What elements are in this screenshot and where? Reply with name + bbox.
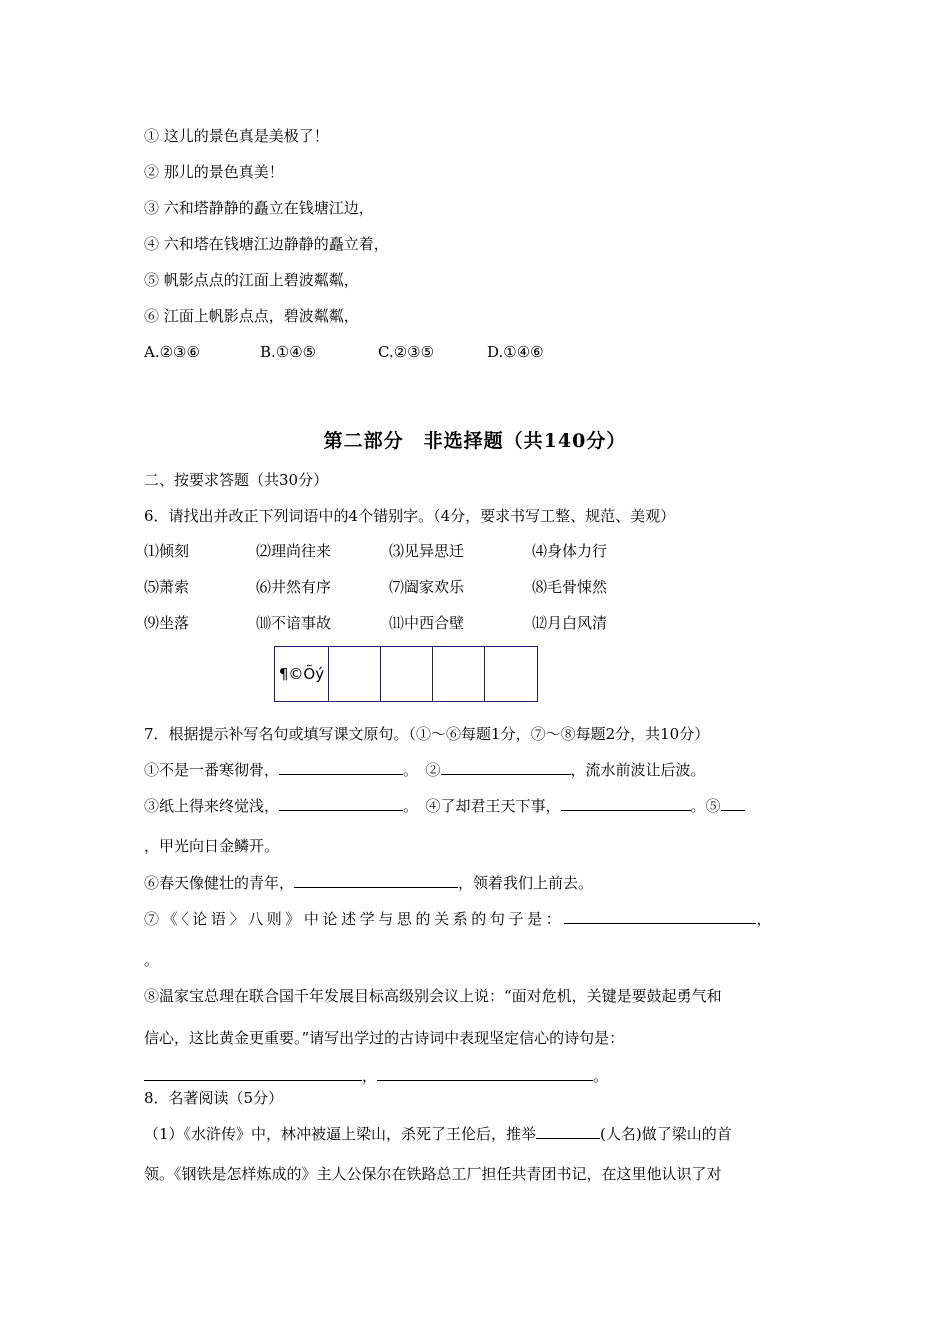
q6-word: ⑴倾刻 xyxy=(144,542,190,560)
q7-text: 。 ④了却君王天下事， xyxy=(403,797,561,815)
q6-word: ⑵理尚往来 xyxy=(256,542,332,560)
q7-line-6: 。 xyxy=(144,951,160,969)
q8-text: (人名)做了梁山的首 xyxy=(600,1125,732,1143)
q6-stem: 6．请找出并改正下列词语中的4个错别字。（4分，要求书写工整、规范、美观） xyxy=(144,507,676,525)
answer-blank[interactable] xyxy=(144,1066,362,1081)
q7-text: 。⑤ xyxy=(690,797,721,815)
q7-line-4 xyxy=(144,873,593,893)
answer-blank[interactable] xyxy=(564,909,756,924)
q7-text: ③纸上得来终觉浅， xyxy=(144,797,280,815)
q7-text: 。 ② xyxy=(403,761,441,779)
q6-word: ⑾中西合壁 xyxy=(389,614,465,632)
answer-blank[interactable] xyxy=(279,796,403,811)
q7-line-3: ，甲光向日金鳞开。 xyxy=(144,837,280,855)
q7-line-7: ⑧温家宝总理在联合国千年发展目标高级别会议上说：“面对危机，关键是要鼓起勇气和 xyxy=(144,987,722,1005)
q6-word: ⑽不谙事故 xyxy=(256,614,332,632)
q6-word: ⑷身体力行 xyxy=(532,542,608,560)
q7-line-1 xyxy=(144,760,706,780)
q8-stem: 8．名著阅读（5分） xyxy=(144,1089,284,1107)
q7-line-2 xyxy=(144,796,745,816)
q7-text: ， xyxy=(362,1067,378,1085)
q7-stem: 7．根据提示补写名句或填写课文原句。（①～⑥每题1分，⑦～⑧每题2分，共10分） xyxy=(144,725,710,743)
q8-para-1 xyxy=(144,1124,732,1144)
q8-text: （1）《水浒传》中，林冲被逼上梁山，杀死了王伦后，推举 xyxy=(144,1125,537,1143)
q8-para-2: 领。《钢铁是怎样炼成的》主人公保尔在铁路总工厂担任共青团书记，在这里他认识了对 xyxy=(144,1165,722,1183)
q6-word: ⑿月白风清 xyxy=(532,614,608,632)
choice-a: A.②③⑥ xyxy=(144,343,200,361)
answer-blank[interactable] xyxy=(721,796,745,811)
grid-label-cell: ¶©Õý xyxy=(275,647,329,701)
option-item-6: ⑥ 江面上帆影点点，碧波粼粼， xyxy=(144,307,359,325)
q7-text: ， xyxy=(756,910,772,928)
answer-cell[interactable] xyxy=(381,647,433,701)
q6-word: ⑺阖家欢乐 xyxy=(389,578,465,596)
q6-word: ⑸萧索 xyxy=(144,578,190,596)
part2-title: 第二部分 非选择题（共140分） xyxy=(323,430,627,452)
answer-cell[interactable] xyxy=(329,647,381,701)
option-item-4: ④ 六和塔在钱塘江边静静的矗立着， xyxy=(144,235,389,253)
q6-word: ⑹井然有序 xyxy=(256,578,332,596)
q7-text: ①不是一番寒彻骨， xyxy=(144,761,280,779)
q7-text: ，领着我们上前去。 xyxy=(458,874,594,892)
q7-line-9 xyxy=(144,1066,608,1086)
answer-blank[interactable] xyxy=(561,796,691,811)
q7-line-5 xyxy=(144,909,771,929)
q7-text: ⑦《〈论语〉八则》中论述学与思的关系的句子是： xyxy=(144,910,565,928)
answer-cell[interactable] xyxy=(433,647,485,701)
answer-cell[interactable] xyxy=(485,647,537,701)
section2-heading: 二、按要求答题（共30分） xyxy=(144,471,329,489)
option-item-2: ② 那儿的景色真美！ xyxy=(144,163,284,181)
answer-blank[interactable] xyxy=(279,760,403,775)
choice-d: D.①④⑥ xyxy=(487,343,544,361)
q6-word: ⑶见异思迁 xyxy=(389,542,465,560)
option-item-5: ⑤ 帆影点点的江面上碧波粼粼， xyxy=(144,271,359,289)
q7-text: ⑥春天像健壮的青年， xyxy=(144,874,295,892)
choice-c: C.②③⑤ xyxy=(378,343,435,361)
answer-blank[interactable] xyxy=(536,1124,600,1139)
option-item-3: ③ 六和塔静静的矗立在钱塘江边， xyxy=(144,199,374,217)
q6-word: ⑻毛骨悚然 xyxy=(532,578,608,596)
q7-line-8: 信心，这比黄金更重要。”请写出学过的古诗词中表现坚定信心的诗句是： xyxy=(144,1029,625,1047)
q7-text: 。 xyxy=(593,1067,609,1085)
q7-text: ，流水前波让后波。 xyxy=(570,761,706,779)
answer-blank[interactable] xyxy=(377,1066,593,1081)
correction-grid xyxy=(274,646,538,702)
option-item-1: ① 这儿的景色真是美极了！ xyxy=(144,127,329,145)
answer-blank[interactable] xyxy=(294,873,458,888)
q6-word: ⑼坐落 xyxy=(144,614,190,632)
answer-blank[interactable] xyxy=(441,760,571,775)
choice-b: B.①④⑤ xyxy=(260,343,317,361)
